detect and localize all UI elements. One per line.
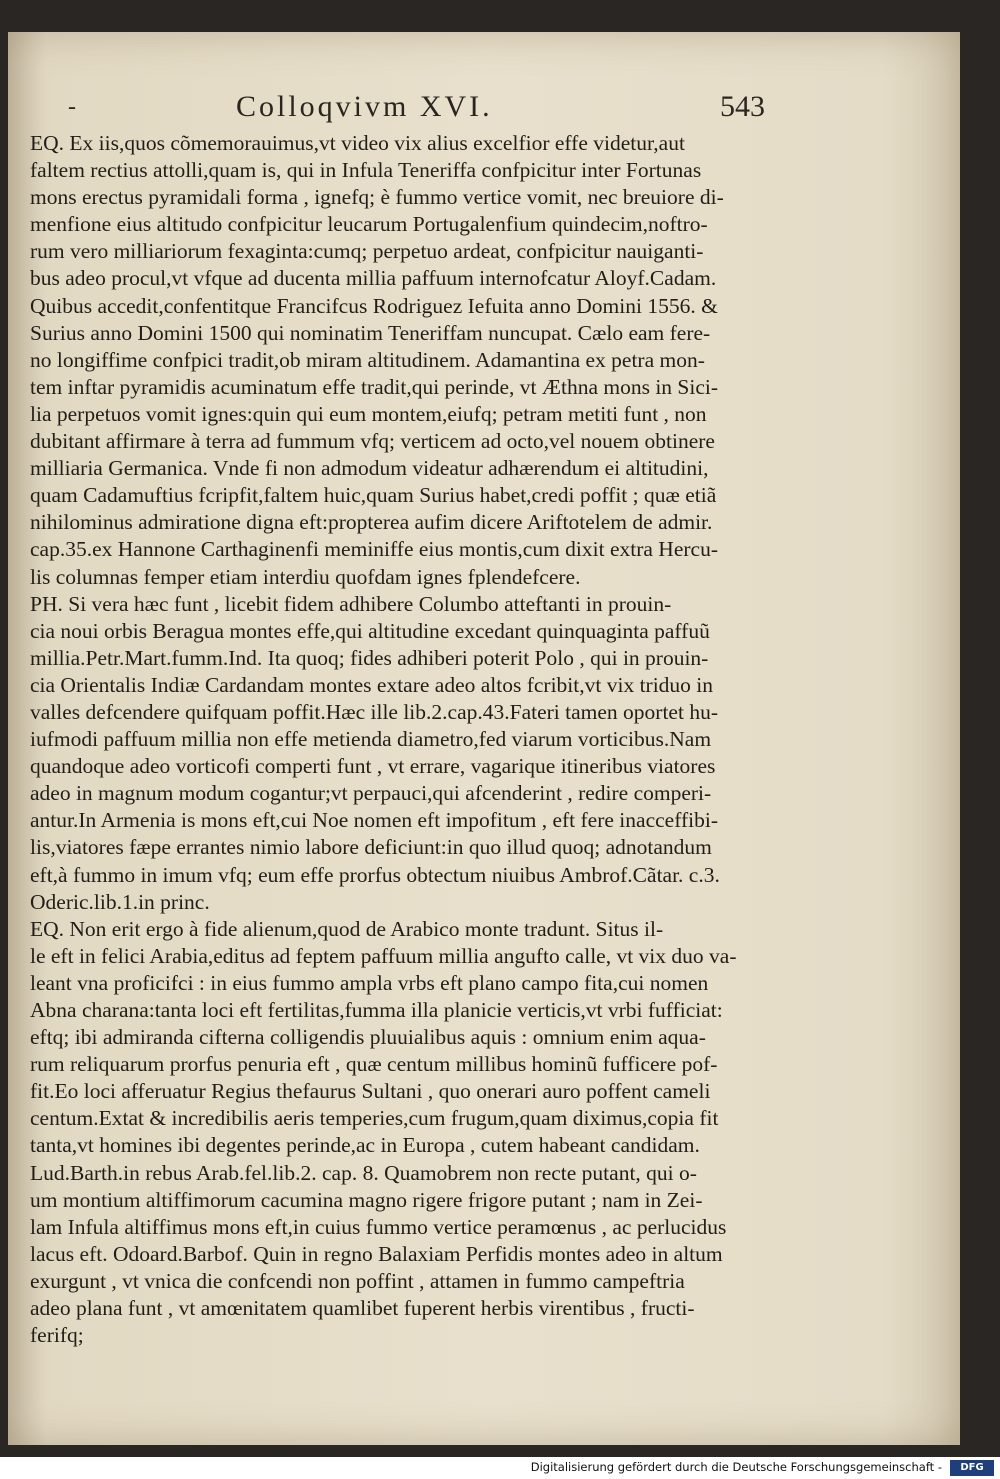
text-line: Oderic.lib.1.in princ. [30, 889, 210, 914]
text-line: PH. Si vera hæc funt , licebit fidem adhibere Columbo atteftanti in prouin- [30, 591, 672, 616]
text-line: valles defcendere quifquam poffit.Hæc ille lib.2.cap.43.Fateri tamen oportet hu- [30, 699, 718, 724]
text-line: bus adeo procul,vt vfque ad ducenta millia paffuum internofcatur Aloyf.Cadam. [30, 266, 717, 291]
text-line: lis,viatores fæpe errantes nimio labore deficiunt:in quo illud quoq; adnotandum [30, 835, 712, 860]
text-line: eftq; ibi admiranda cifterna colligendis pluuialibus aquis : omnium enim aqua- [30, 1025, 706, 1050]
text-line: tem inftar pyramidis acuminatum effe tradit,qui perinde, vt Æthna mons in Sici- [30, 374, 719, 399]
text-line: nihilominus admiratione digna eft:propterea aufim dicere Ariftotelem de admir. [30, 510, 713, 535]
text-line: ferifq; [30, 1323, 84, 1348]
text-line: rum reliquarum prorfus penuria eft , quæ centum millibus hominũ fufficere pof- [30, 1052, 718, 1077]
text-line: dubitant affirmare à terra ad fummum vfq; verticem ad octo,vel nouem obtinere [30, 429, 715, 454]
text-line: Quibus accedit,confentitque Francifcus Rodriguez Iefuita anno Domini 1556. & [30, 293, 718, 318]
digitization-footer [0, 1457, 1000, 1479]
text-line: quam Cadamuftius fcripfit,faltem huic,quam Surius habet,credi poffit ; quæ etiã [30, 483, 717, 508]
text-line: adeo plana funt , vt amœnitatem quamlibet fuperent herbis virentibus , fructi- [30, 1296, 695, 1321]
text-line: EQ. Ex iis,quos cõmemorauimus,vt video vix alius excelfior effe videtur,aut [30, 131, 685, 155]
text-line: Abna charana:tanta loci eft fertilitas,fumma illa planicie verticis,vt vrbi fufficiat: [30, 998, 723, 1022]
text-line: cia noui orbis Beragua montes effe,qui altitudine excedant quinquaginta paffuũ [30, 618, 710, 643]
text-line: eft,à fummo in imum vfq; eum effe prorfus obtectum niuibus Ambrof.Cãtar. c.3. [30, 862, 720, 887]
text-line: no longiffime confpici tradit,ob miram altitudinem. Adamantina ex petra mon- [30, 347, 705, 372]
text-line: um montium altiffimorum cacumina magno rigere frigore putant ; nam in Zei- [30, 1187, 703, 1212]
text-line: Lud.Barth.in rebus Arab.fel.lib.2. cap. 8. Quamobrem non recte putant, qui o- [30, 1160, 697, 1185]
text-line: antur.In Armenia is mons eft,cui Noe nomen eft impofitum , eft fere inacceffibi- [30, 808, 718, 833]
running-header [8, 90, 960, 124]
header-mark: - [68, 94, 76, 120]
text-line: Surius anno Domini 1500 qui nominatim Teneriffam nuncupat. Cælo eam fere- [30, 320, 711, 345]
text-line: millia.Petr.Mart.fumm.Ind. Ita quoq; fides adhiberi poterit Polo , qui in prouin- [30, 645, 709, 670]
text-line: lacus eft. Odoard.Barbof. Quin in regno Balaxiam Perfidis montes adeo in altum [30, 1241, 723, 1266]
text-line: cap.35.ex Hannone Carthaginenfi meminiffe eius montis,cum dixit extra Hercu- [30, 537, 718, 562]
text-line: centum.Extat & incredibilis aeris temperies,cum frugum,quam diximus,copia fit [30, 1106, 719, 1131]
text-line: exurgunt , vt vnica die confcendi non poffint , attamen in fummo campeftria [30, 1268, 685, 1293]
text-line: milliaria Germanica. Vnde fi non admodum videatur adhærendum ei altitudini, [30, 456, 709, 481]
text-line: cia Orientalis Indiæ Cardandam montes extare adeo altos fcribit,vt vix triduo in [30, 672, 714, 697]
funding-note: Digitalisierung gefördert durch die Deutsche Forschungsgemeinschaft - [530, 1460, 942, 1474]
text-line: lia perpetuos vomit ignes:quin qui eum montem,eiufq; petram metiti funt , non [30, 401, 707, 426]
text-line: leant vna proficifci : in eius fummo ampla vrbs eft plano campo fita,cui nomen [30, 970, 709, 995]
page-header-title: Colloqvivm XVI. [236, 90, 493, 123]
text-line: lam Infula altiffimus mons eft,in cuius fummo vertice peramœnus , ac perlucidus [30, 1214, 727, 1239]
text-line: fit.Eo loci afferuatur Regius thefaurus Sultani , quo onerari auro poffent cameli [30, 1079, 711, 1104]
text-line: tanta,vt homines ibi degentes perinde,ac in Europa , cutem habeant candidam. [30, 1133, 700, 1158]
text-line: lis columnas femper etiam interdiu quofdam ignes fplendefcere. [30, 564, 581, 589]
page-number: 543 [720, 90, 765, 123]
text-block [30, 130, 810, 1349]
text-line: EQ. Non erit ergo à fide alienum,quod de Arabico monte tradunt. Situs il- [30, 916, 664, 941]
book-page [8, 32, 960, 1445]
text-line: rum vero milliariorum fexaginta:cumq; perpetuo ardeat, confpicitur nauiganti- [30, 239, 704, 264]
text-line: iufmodi paffuum millia non effe metienda diametro,fed viarum vorticibus.Nam [30, 727, 712, 752]
text-line: menfione eius altitudo confpicitur leucarum Portugalenfium quindecim,noftro- [30, 212, 708, 237]
text-line: adeo in magnum modum cogantur;vt perpauci,qui afcenderint , redire comperi- [30, 781, 712, 806]
text-line: mons erectus pyramidali forma , ignefq; è fummo vertice vomit, nec breuiore di- [30, 185, 724, 210]
text-line: le eft in felici Arabia,editus ad feptem paffuum millia angufto calle, vt vix duo va- [30, 943, 737, 968]
dfg-logo: DFG [950, 1460, 994, 1476]
text-line: faltem rectius attolli,quam is, qui in Infula Teneriffa confpicitur inter Fortunas [30, 158, 702, 183]
text-line: quandoque adeo vorticofi comperti funt , vt errare, vagarique itineribus viatores [30, 754, 716, 779]
